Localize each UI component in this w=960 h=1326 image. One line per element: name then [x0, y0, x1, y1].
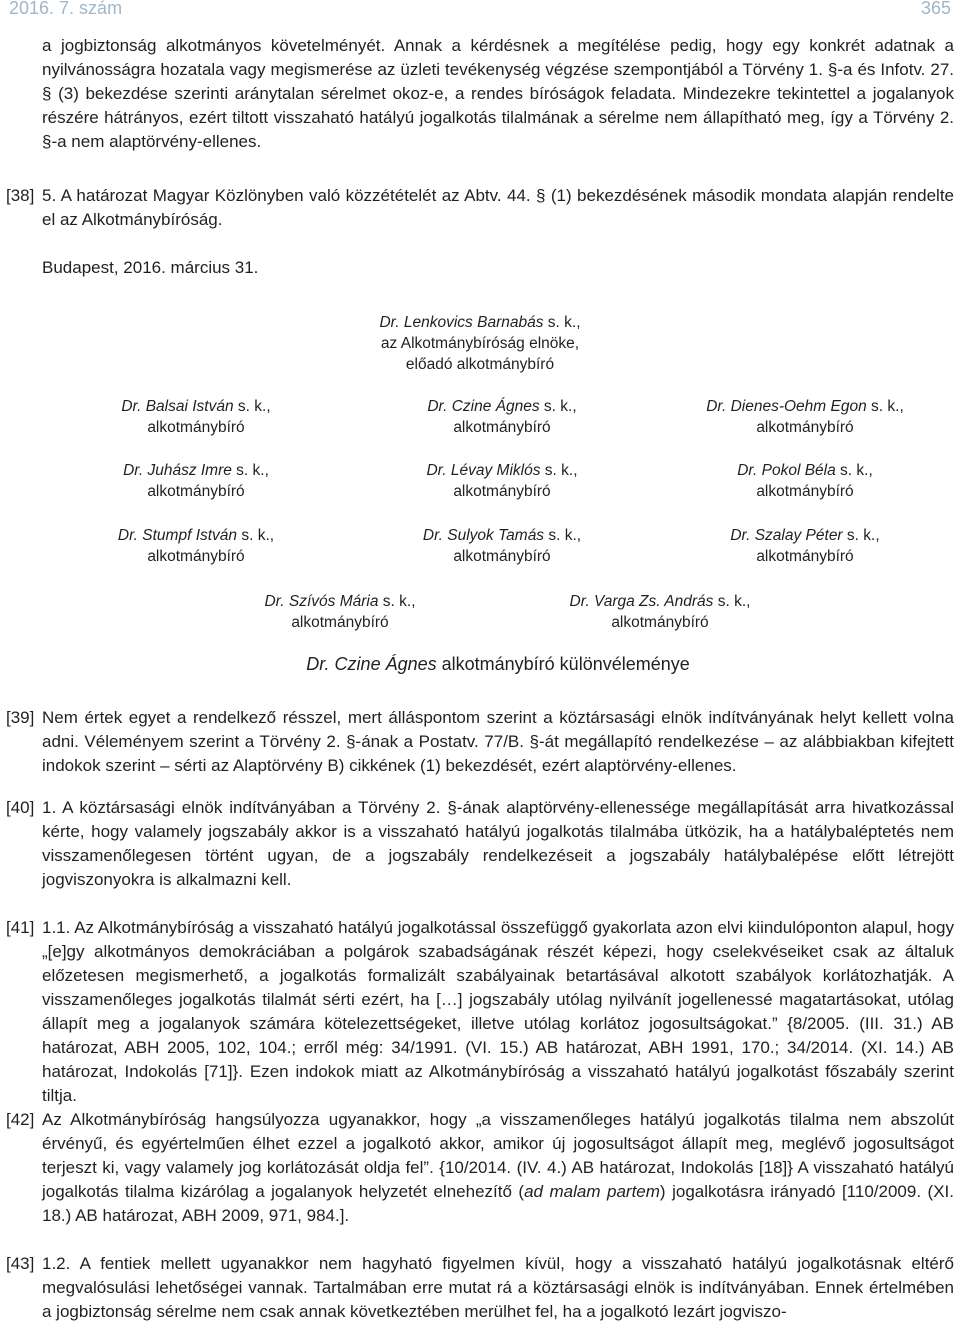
page-header	[0, 0, 960, 24]
signer-name: Dr. Szalay Péter	[730, 527, 843, 544]
page-number: 365	[920, 0, 951, 18]
signature: Dr. Varga Zs. András s. k., alkotmánybíró	[510, 591, 810, 633]
signer-name: Dr. Czine Ágnes	[427, 398, 540, 415]
paragraph-42: Az Alkotmánybíróság hangsúlyozza ugyanakkor, hogy „a visszamenőleges hatályú jogalkotás tilalma nem abszolút érvényű, és egyértelműen élhet ezzel a jogalkotó akkor, amikor új jogosultságot állapít meg, meglévő jogosultságot terjeszt ki, vagy valamely jog korlátozását oldja fel”. {10/2014. (IV. 4.) AB határozat, Indokolás [18]} A visszaható hatályú jogalkotás tilalma kizárólag a jogalanyok helyzetét elnehezítő (ad malam partem) jogalkotásra irányadó [110/2009. (XI. 18.) AB határozat, ABH 2009, 971, 984.].	[42, 1110, 954, 1225]
signer-role: alkotmánybíró	[756, 548, 854, 565]
signer-role: alkotmánybíró	[147, 548, 245, 565]
signature: Dr. Szívós Mária s. k., alkotmánybíró	[190, 591, 490, 633]
signature: Dr. Stumpf István s. k., alkotmánybíró	[46, 525, 346, 567]
signature: Dr. Dienes-Oehm Egon s. k., alkotmánybíró	[655, 396, 955, 438]
dissent-title: Dr. Czine Ágnes alkotmánybíró különvéleménye	[306, 654, 690, 674]
paragraph-number: [41]	[6, 918, 35, 937]
signer-role: alkotmánybíró	[756, 483, 854, 500]
signer-name: Dr. Varga Zs. András	[569, 593, 714, 610]
paragraph-39: Nem értek egyet a rendelkező résszel, mert álláspontom szerint a köztársasági elnök indítványának helyt kellett volna adni. Véleményem szerint a Törvény 2. §-ának a Postatv. 77/B. §-át megállapító rendelkezése – az alábbiakban kifejtett indokok szerint – sérti az Alaptörvény B) cikkének (1) bekezdését, ezért alaptörvény-ellenes.	[42, 708, 954, 775]
paragraph-number: [40]	[6, 798, 35, 817]
signer-name: Dr. Pokol Béla	[737, 462, 836, 479]
paragraph-38: 5. A határozat Magyar Közlönyben való közzétételét az Abtv. 44. § (1) bekezdésének második mondata alapján rendelte el az Alkotmánybíróság.	[42, 186, 954, 229]
paragraph-number: [43]	[6, 1254, 35, 1273]
paragraph-40: 1. A köztársasági elnök indítványában a Törvény 2. §-ának alaptörvény-ellenessége megállapítását arra hivatkozással kérte, hogy valamely jogszabály akkor is a visszaható hatályú jogalkotás tilalmába ütközik, ha a hatálybaléptetés nem visszamenőlegesen történt ugyan, de a jogszabály rendelkezéseit a jogszabály hatálybalépése előtt létrejött jogviszonyokra is alkalmazni kell.	[42, 798, 954, 889]
signature: Dr. Pokol Béla s. k., alkotmánybíró	[655, 460, 955, 502]
paragraph-continuation: a jogbiztonság alkotmányos követelményét. Annak a kérdésnek a megítélése pedig, hogy egy konkrét adatnak a nyilvánosságra hozatala vagy megismerése az üzleti tevékenység végzése szempontjából a Törvény 1. §-a és Infotv. 27. § (3) bekezdése szerinti aránytalan sérelmet okoz-e, a rendes bíróságok feladata. Mindezekre tekintettel a jogalanyok részére hátrányos, ezért tiltott visszaható hatályú jogalkotás tilalmának a sérelme nem állapítható meg, így a Törvény 2. §-a nem alaptörvény-ellenes.	[42, 36, 954, 151]
paragraph-number: [39]	[6, 708, 35, 727]
signer-role: alkotmánybíró	[147, 419, 245, 436]
signature: Dr. Lévay Miklós s. k., alkotmánybíró	[352, 460, 652, 502]
signer-name: Dr. Dienes-Oehm Egon	[706, 398, 867, 415]
president-signature: Dr. Lenkovics Barnabás s. k., az Alkotmánybíróság elnöke, előadó alkotmánybíró	[330, 312, 630, 375]
signer-name: Dr. Lévay Miklós	[426, 462, 541, 479]
date-line: Budapest, 2016. március 31.	[42, 258, 259, 277]
paragraph-number: [38]	[6, 186, 35, 205]
issue-label: 2016. 7. szám	[9, 0, 123, 18]
signer-name: Dr. Sulyok Tamás	[422, 527, 545, 544]
signature: Dr. Juhász Imre s. k., alkotmánybíró	[46, 460, 346, 502]
signer-role: alkotmánybíró	[147, 483, 245, 500]
paragraph-number: [42]	[6, 1110, 35, 1129]
signer-role: alkotmánybíró	[453, 548, 551, 565]
signer-role: alkotmánybíró	[611, 614, 709, 631]
signature: Dr. Sulyok Tamás s. k., alkotmánybíró	[352, 525, 652, 567]
signer-name: Dr. Szívós Mária	[264, 593, 379, 610]
signer-role: alkotmánybíró	[453, 419, 551, 436]
signer-name: Dr. Juhász Imre	[123, 462, 232, 479]
paragraph-41: 1.1. Az Alkotmánybíróság a visszaható hatályú jogalkotással összefüggő gyakorlata azon elvi kiindulóponton alapul, hogy „[e]gy alkotmányos demokráciában a polgárok szabadságának részét képezi, hogy cselekvéseiket csak az általuk előzetesen megismerhető, a jogalkotás formalizált szabályainak betartásával alkotott szabályok korlátozhatják. A visszamenőleges jogalkotás tilalmát sérti ezért, ha […] jogszabály utólag nyilvánít jogellenessé magatartásokat, utólag állapít meg a jogalanyok számára kötelezettségeket, illetve utólag korlátoz jogosultságokat.” {8/2005. (III. 31.) AB határozat, ABH 2005, 102, 104.; erről még: 34/1991. (VI. 15.) AB határozat, ABH 1991, 170.; 34/2014. (XI. 14.) AB határozat, Indokolás [71]}. Ezen indokok miatt az Alkotmánybíróság a visszaható hatályú jogalkotást főszabály szerint tiltja.	[42, 918, 954, 1105]
signer-role: az Alkotmánybíróság elnöke,	[380, 335, 580, 352]
paragraph-43: 1.2. A fentiek mellett ugyanakkor nem hagyható figyelmen kívül, hogy a visszaható hatályú jogalkotásnak eltérő megvalósulási lehetőségei vannak. Tartalmában erre mutat rá a köztársasági elnök is indítványában. Ennek értelmében a jogbiztonság sérelme nem csak annak következtében merülhet fel, ha a jogalkotó lezárt jogviszo-	[42, 1254, 954, 1321]
signer-name: Dr. Stumpf István	[117, 527, 238, 544]
signer-role: alkotmánybíró	[453, 483, 551, 500]
signature: Dr. Szalay Péter s. k., alkotmánybíró	[655, 525, 955, 567]
signer-role: előadó alkotmánybíró	[405, 356, 555, 373]
signer-name: Dr. Lenkovics Barnabás	[379, 314, 544, 331]
signature: Dr. Czine Ágnes s. k., alkotmánybíró	[352, 396, 652, 438]
signer-role: alkotmánybíró	[291, 614, 389, 631]
signature: Dr. Balsai István s. k., alkotmánybíró	[46, 396, 346, 438]
signer-name: Dr. Balsai István	[121, 398, 234, 415]
signer-role: alkotmánybíró	[756, 419, 854, 436]
